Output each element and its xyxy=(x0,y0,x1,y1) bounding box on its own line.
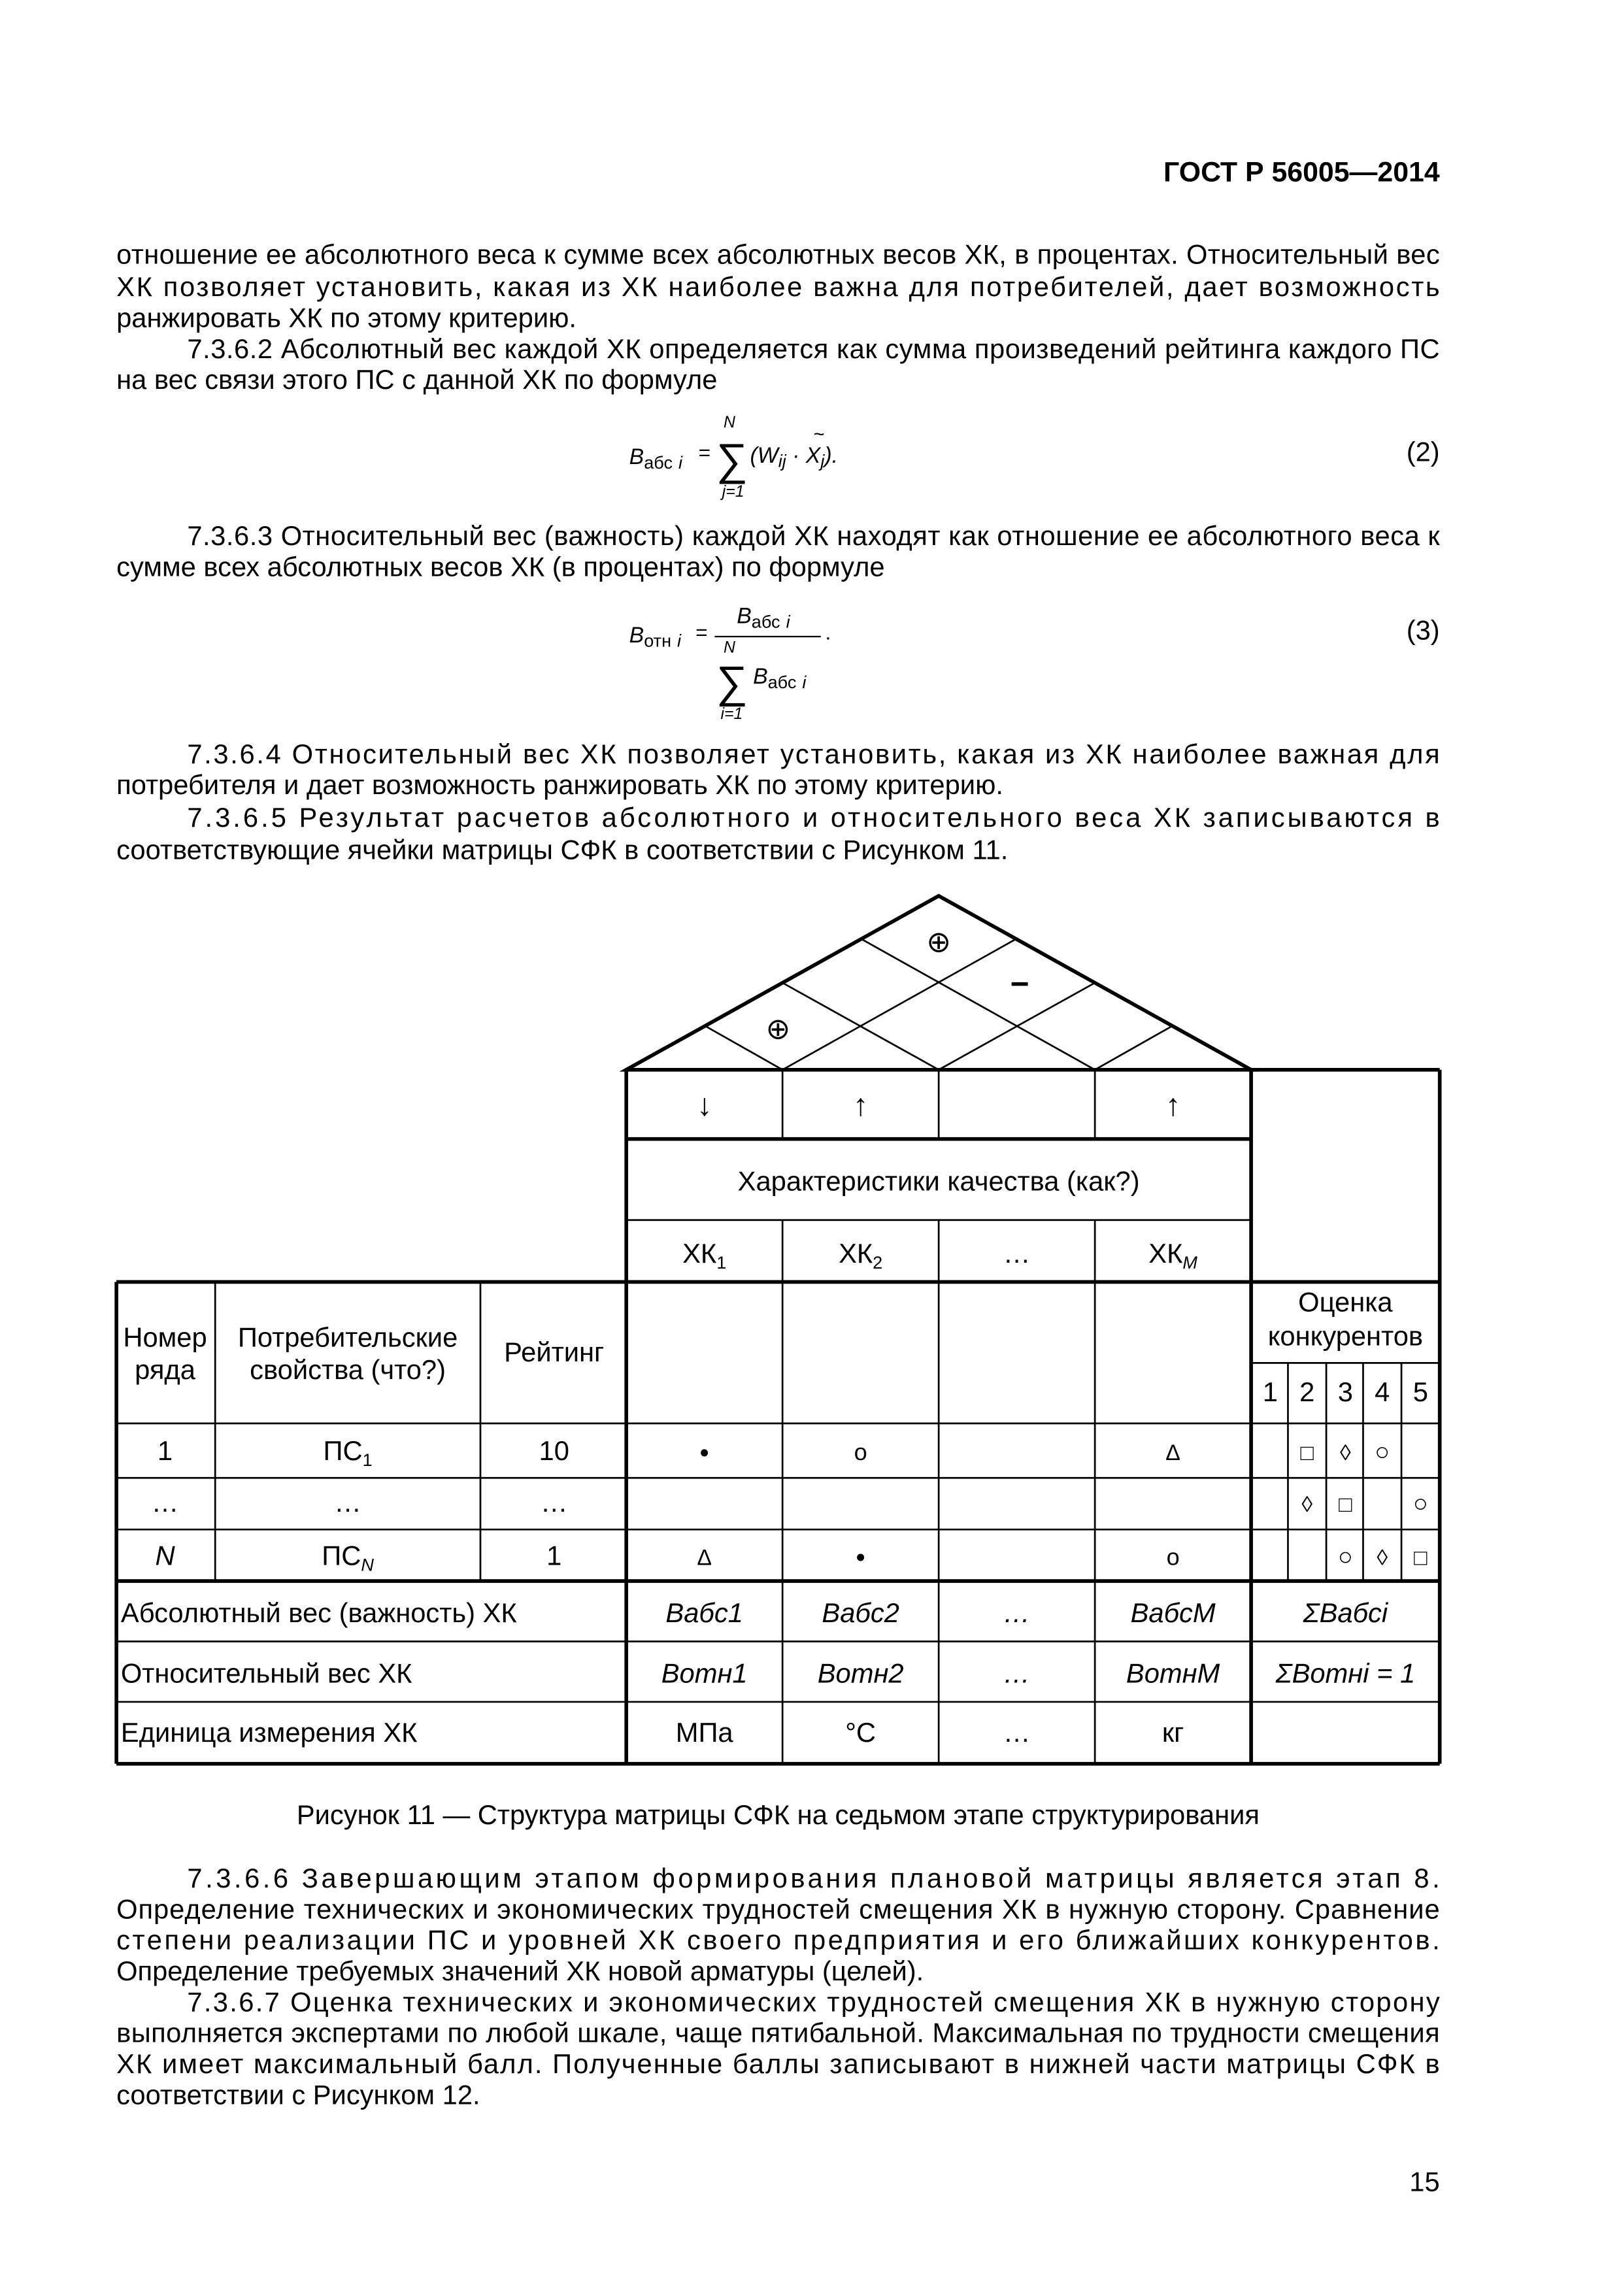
row-3-rating: 1 xyxy=(546,1540,562,1571)
row-1-comp-4: ○ xyxy=(1375,1438,1390,1467)
figure-caption: Рисунок 11 — Структура матрицы СФК на седьмом этапе структурирования xyxy=(296,1799,1260,1831)
row-2-comp-3: □ xyxy=(1339,1492,1352,1518)
competitor-num-1: 1 xyxy=(1262,1376,1278,1408)
svg-text:∑: ∑ xyxy=(716,657,748,707)
summary-abs-3: … xyxy=(1003,1597,1031,1629)
row-1-rating: 10 xyxy=(539,1435,569,1467)
intro-line-2: ХК позволяет установить, какая из ХК наиболее важна для потребителей, дает возможность xyxy=(116,271,1440,303)
row-3-comp-4: ◊ xyxy=(1377,1545,1388,1571)
summary-unit-label: Единица измерения ХК xyxy=(120,1716,418,1748)
formula-2-number: (2) xyxy=(1406,436,1440,467)
p7364-line-1: 7.3.6.4 Относительный вес ХК позволяет установить, какая из ХК наиболее важная для xyxy=(187,738,1440,769)
row-3-comp-5: □ xyxy=(1414,1545,1428,1571)
p7363-line-2: сумме всех абсолютных весов ХК (в процентах) по формуле xyxy=(116,551,885,582)
p7366-line-4: Определение требуемых значений ХК новой арматуры (целей). xyxy=(116,1955,924,1987)
intro-line-3: ранжировать ХК по этому критерию. xyxy=(116,302,577,333)
p7362-line-2: на вес связи этого ПС с данной ХК по формуле xyxy=(116,364,718,395)
competitor-num-4: 4 xyxy=(1375,1376,1390,1408)
roof-symbol-left: ⊕ xyxy=(765,1012,791,1046)
svg-text:N: N xyxy=(723,639,735,657)
row-2-rating: … xyxy=(540,1487,568,1518)
row-3-rel-1: Δ xyxy=(697,1545,712,1571)
svg-text:=: = xyxy=(698,441,711,465)
row-2-comp-5: ○ xyxy=(1412,1489,1428,1518)
row-2-ps: … xyxy=(334,1487,361,1518)
p7366-line-2: Определение технических и экономических трудностей смещения ХК в нужную сторону. Сравнение xyxy=(116,1893,1440,1925)
svg-text:∑: ∑ xyxy=(716,435,748,484)
p7365-line-1: 7.3.6.5 Результат расчетов абсолютного и относительного веса ХК записываются в xyxy=(187,801,1440,833)
p7362-line-1: 7.3.6.2 Абсолютный вес каждой ХК определяется как сумма произведений рейтинга каждого ПС xyxy=(187,333,1440,364)
summary-rel-m: BотнM xyxy=(1126,1657,1220,1689)
competitor-num-3: 3 xyxy=(1337,1376,1353,1408)
row-2-comp-2: ◊ xyxy=(1301,1492,1313,1518)
p7364-line-2: потребителя и дает возможность ранжировать ХК по этому критерию. xyxy=(116,769,1003,801)
row-3-rel-2: • xyxy=(856,1542,865,1572)
p7367-line-2: выполняется экспертами по любой шкале, чаще пятибальной. Максимальная по трудности смещения xyxy=(116,2017,1440,2048)
summary-unit-1: МПа xyxy=(675,1716,733,1748)
qc-col-2: $ХК_2$ xyxy=(839,1238,883,1273)
svg-text:=: = xyxy=(695,620,708,644)
row-header-number-2: ряда xyxy=(135,1354,195,1386)
row-1-rel-2: ο xyxy=(854,1439,867,1466)
summary-rel-2: Bотн2 xyxy=(817,1657,904,1689)
summary-rel-3: … xyxy=(1003,1657,1031,1689)
competitor-num-2: 2 xyxy=(1299,1376,1315,1408)
row-1-ps: $ПС_1$ xyxy=(323,1435,373,1471)
qc-col-3: … xyxy=(1003,1238,1031,1269)
summary-rel-label: Относительный вес ХК xyxy=(120,1657,412,1689)
intro-line-1: отношение ее абсолютного веса к сумме всех абсолютных весов ХК, в процентах. Относительный вес xyxy=(116,239,1440,270)
summary-abs-2: Bабс2 xyxy=(822,1597,899,1629)
competitors-header-1: Оценка xyxy=(1298,1286,1393,1318)
row-header-number-1: Номер xyxy=(123,1322,207,1353)
competitor-num-5: 5 xyxy=(1412,1376,1428,1408)
row-2-num: … xyxy=(151,1487,179,1518)
p7366-line-1: 7.3.6.6 Завершающим этапом формирования плановой матрицы является этап 8. xyxy=(187,1863,1440,1894)
svg-text:N: N xyxy=(723,413,735,431)
p7367-line-4: соответствии с Рисунком 12. xyxy=(116,2079,480,2110)
summary-abs-label: Абсолютный вес (важность) ХК xyxy=(120,1597,517,1629)
svg-text:j=1: j=1 xyxy=(722,482,744,501)
svg-text:.: . xyxy=(825,620,831,644)
row-3-comp-3: ○ xyxy=(1337,1542,1353,1571)
svg-text:(Wij · Xj).: $(W_{ij} \cdot X_j)$. xyxy=(750,442,839,471)
summary-rel-1: Bотн1 xyxy=(661,1657,748,1689)
svg-text:Bабсi: $B_{абс}$ i xyxy=(629,444,683,473)
summary-rel-total: ΣBотнi = 1 xyxy=(1275,1657,1416,1689)
svg-text:i=1: i=1 xyxy=(720,705,743,724)
summary-abs-total: ΣBабсi xyxy=(1303,1597,1388,1629)
summary-unit-m: кг xyxy=(1161,1716,1184,1748)
row-1-num: 1 xyxy=(157,1435,173,1467)
doc-number: ГОСТ Р 56005—2014 xyxy=(1163,156,1440,188)
row-3-ps: $ПС_N$ xyxy=(322,1540,374,1575)
qc-col-1: $ХК_1$ xyxy=(682,1238,727,1273)
formula-3-number: (3) xyxy=(1406,614,1440,646)
p7365-line-2: соответствующие ячейки матрицы СФК в соответствии с Рисунком 11. xyxy=(116,834,1009,865)
qc-col-m: $ХК_M$ xyxy=(1148,1238,1197,1273)
row-1-comp-2: □ xyxy=(1300,1440,1314,1466)
arrow-col-2: ↑ xyxy=(852,1088,869,1123)
row-3-rel-4: ο xyxy=(1166,1543,1180,1571)
row-header-rating: Рейтинг xyxy=(504,1337,605,1368)
row-header-props-2: свойства (что?) xyxy=(250,1354,446,1386)
row-3-num: N xyxy=(155,1540,175,1571)
svg-text:Bотнi: $B_{отн}$ i xyxy=(629,622,682,651)
arrow-col-4: ↑ xyxy=(1165,1088,1181,1123)
row-header-props-1: Потребительские xyxy=(237,1322,458,1353)
svg-text:Bабсi: $B_{абс}$ i xyxy=(737,603,790,632)
p7366-line-3: степени реализации ПС и уровней ХК своего предприятия и его ближайших конкурентов. xyxy=(116,1924,1440,1955)
row-1-rel-1: • xyxy=(699,1437,709,1468)
svg-text:Bабсi: $B_{абс}$ i xyxy=(753,664,807,692)
roof-symbol-right: − xyxy=(1010,965,1029,1002)
arrow-col-1: ↓ xyxy=(696,1088,712,1123)
summary-unit-3: … xyxy=(1003,1716,1031,1748)
summary-abs-1: Bабс1 xyxy=(665,1597,743,1629)
row-1-comp-3: ◊ xyxy=(1340,1440,1351,1466)
competitors-header-2: конкурентов xyxy=(1267,1320,1424,1352)
p7367-line-3: ХК имеет максимальный балл. Полученные баллы записывают в нижней части матрицы СФК в xyxy=(116,2048,1440,2080)
roof-symbol-top: ⊕ xyxy=(926,925,952,959)
p7363-line-1: 7.3.6.3 Относительный вес (важность) каждой ХК находят как отношение ее абсолютного веса к xyxy=(187,520,1440,552)
qc-header: Характеристики качества (как?) xyxy=(737,1165,1140,1197)
p7367-line-1: 7.3.6.7 Оценка технических и экономических трудностей смещения ХК в нужную сторону xyxy=(187,1986,1440,2018)
page-number: 15 xyxy=(1409,2166,1440,2197)
svg-text:~: ~ xyxy=(813,424,825,446)
row-1-rel-4: Δ xyxy=(1165,1440,1180,1466)
summary-abs-m: BабсM xyxy=(1130,1597,1216,1629)
summary-unit-2: °С xyxy=(845,1716,877,1748)
